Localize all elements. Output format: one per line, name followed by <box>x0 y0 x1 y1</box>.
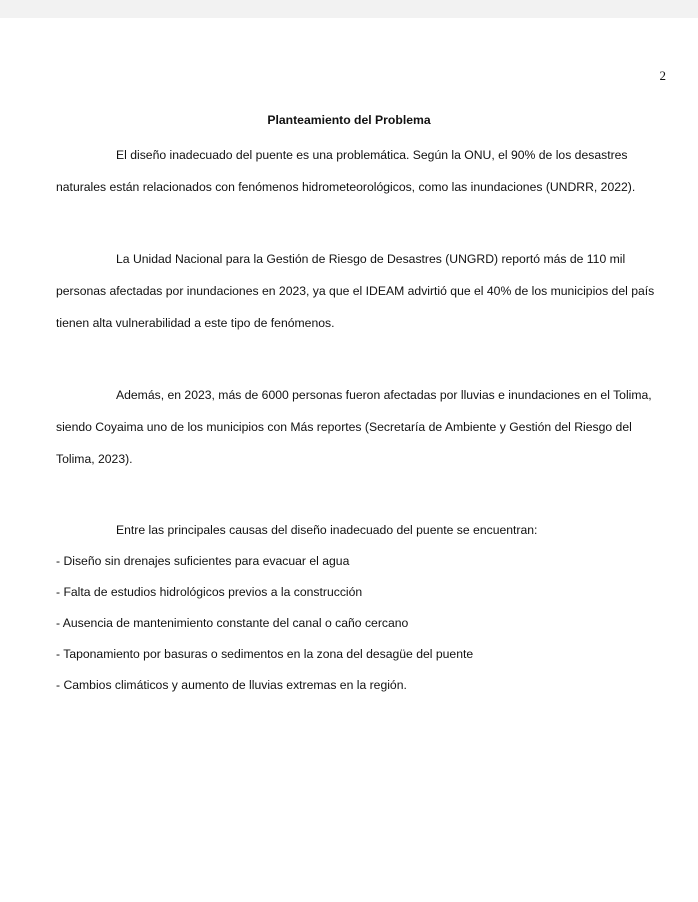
document-body <box>56 139 668 701</box>
page-number: 2 <box>659 68 666 83</box>
list-item: - Ausencia de mantenimiento constante del canal o caño cercano <box>56 616 409 630</box>
paragraph: Además, en 2023, más de 6000 personas fueron afectadas por lluvias e inundaciones en el Tolima, siendo Coyaima uno de los municipios con Más reportes (Secretaría de Ambiente y Gestión del Riesgo del Tolima, 2023). <box>56 388 652 466</box>
list-intro: Entre las principales causas del diseño inadecuado del puente se encuentran: <box>116 523 538 537</box>
causes-list <box>56 546 668 701</box>
list-item: - Falta de estudios hidrológicos previos a la construcción <box>56 585 363 599</box>
paragraph: El diseño inadecuado del puente es una problemática. Según la ONU, el 90% de los desastres naturales están relacionados con fenómenos hidrometeorológicos, como las inundaciones (UNDRR, 2022). <box>56 148 636 194</box>
document-page <box>0 18 698 902</box>
list-item: - Diseño sin drenajes suficientes para evacuar el agua <box>56 554 350 568</box>
list-item: - Taponamiento por basuras o sedimentos en la zona del desagüe del puente <box>56 647 474 661</box>
list-item: - Cambios climáticos y aumento de lluvias extremas en la región. <box>56 678 407 692</box>
paragraph: La Unidad Nacional para la Gestión de Riesgo de Desastres (UNGRD) reportó más de 110 mil personas afectadas por inundaciones en 2023, ya que el IDEAM advirtió que el 40% de los municipios del país tienen alta vulnerabilidad a este tipo de fenómenos. <box>56 252 655 330</box>
section-title: Planteamiento del Problema <box>267 113 431 127</box>
